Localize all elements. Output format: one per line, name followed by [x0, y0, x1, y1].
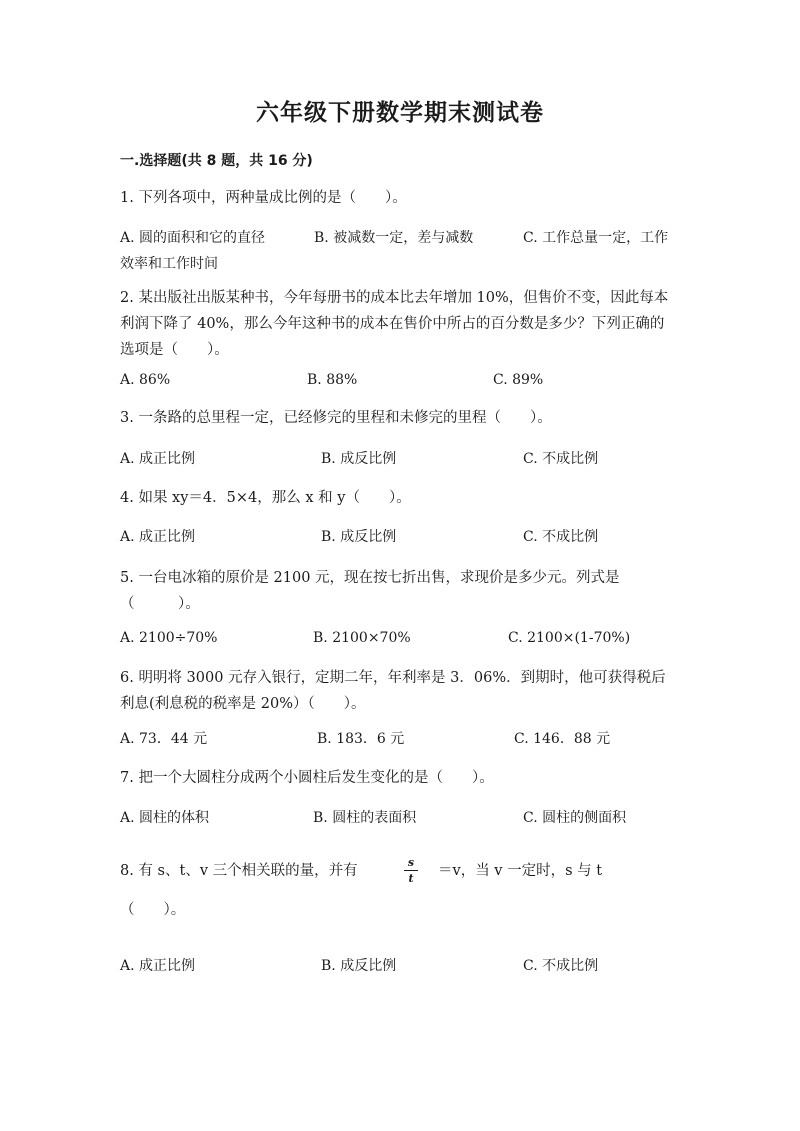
question-4: 4. 如果 xy＝4．5×4，那么 x 和 y（ ）。 [120, 490, 411, 506]
question-4-option-c[interactable]: C. 不成比例 [523, 529, 599, 545]
question-3-option-b[interactable]: B. 成反比例 [321, 451, 397, 467]
fraction-bar [404, 870, 418, 871]
question-6-option-a[interactable]: A. 73．44 元 [120, 731, 208, 747]
question-7-option-b[interactable]: B. 圆柱的表面积 [313, 810, 417, 826]
question-2: 2. 某出版社出版某种书，今年每册书的成本比去年增加 10%，但售价不变，因此每本利润下降了 40%，那么今年这种书的成本在售价中所占的百分数是多少？下列正确的选项是（ ）。 [120, 290, 669, 358]
question-1-option-c[interactable]: C. 工作总量一定，工作效率和工作时间 [120, 230, 669, 272]
question-8 [120, 858, 720, 888]
question-4-option-a[interactable]: A. 成正比例 [120, 529, 196, 545]
fraction-numerator: s [407, 856, 415, 869]
question-1-option-b[interactable]: B. 被减数一定，差与减数 [314, 230, 474, 246]
question-6-option-c[interactable]: C. 146．88 元 [514, 731, 611, 747]
question-5-option-a[interactable]: A. 2100÷70% [120, 630, 218, 646]
question-8-option-b[interactable]: B. 成反比例 [321, 958, 397, 974]
question-6-option-b[interactable]: B. 183．6 元 [317, 731, 405, 747]
question-8-option-c[interactable]: C. 不成比例 [523, 958, 599, 974]
question-3-option-c[interactable]: C. 不成比例 [523, 451, 599, 467]
question-3: 3. 一条路的总里程一定，已经修完的里程和未修完的里程（ ）。 [120, 410, 552, 426]
section-header: 一.选择题(共 8 题，共 16 分) [120, 153, 313, 169]
question-8-text-after: ＝v，当 v 一定时，s 与 t [438, 863, 603, 879]
question-1: 1. 下列各项中，两种量成比例的是（ ）。 [120, 190, 407, 206]
question-6: 6. 明明将 3000 元存入银行，定期二年，年利率是 3．06%．到期时，他可获得税后利息(利息税的税率是 20%）（ ）。 [120, 670, 666, 712]
page-title: 六年级下册数学期末测试卷 [256, 100, 544, 126]
question-5-option-b[interactable]: B. 2100×70% [313, 630, 411, 646]
question-1-option-a[interactable]: A. 圆的面积和它的直径 [120, 230, 266, 246]
question-7-option-c[interactable]: C. 圆柱的侧面积 [523, 810, 627, 826]
question-4-option-b[interactable]: B. 成反比例 [321, 529, 397, 545]
fraction-denominator: t [408, 872, 414, 885]
fraction-s-over-t [404, 856, 418, 885]
question-8-option-a[interactable]: A. 成正比例 [120, 958, 196, 974]
question-2-option-c[interactable]: C. 89% [493, 372, 544, 388]
question-2-option-b[interactable]: B. 88% [307, 372, 358, 388]
question-8-line-2: （ ）。 [120, 902, 186, 918]
question-8-text-before: 8. 有 s、t、v 三个相关联的量，并有 [120, 863, 358, 879]
question-5: 5. 一台电冰箱的原价是 2100 元，现在按七折出售，求现价是多少元。列式是（ ）。 [120, 570, 620, 612]
question-5-option-c[interactable]: C. 2100×(1-70%) [508, 630, 631, 646]
question-7: 7. 把一个大圆柱分成两个小圆柱后发生变化的是（ ）。 [120, 770, 494, 786]
question-2-option-a[interactable]: A. 86% [120, 372, 171, 388]
question-3-option-a[interactable]: A. 成正比例 [120, 451, 196, 467]
question-7-option-a[interactable]: A. 圆柱的体积 [120, 810, 210, 826]
